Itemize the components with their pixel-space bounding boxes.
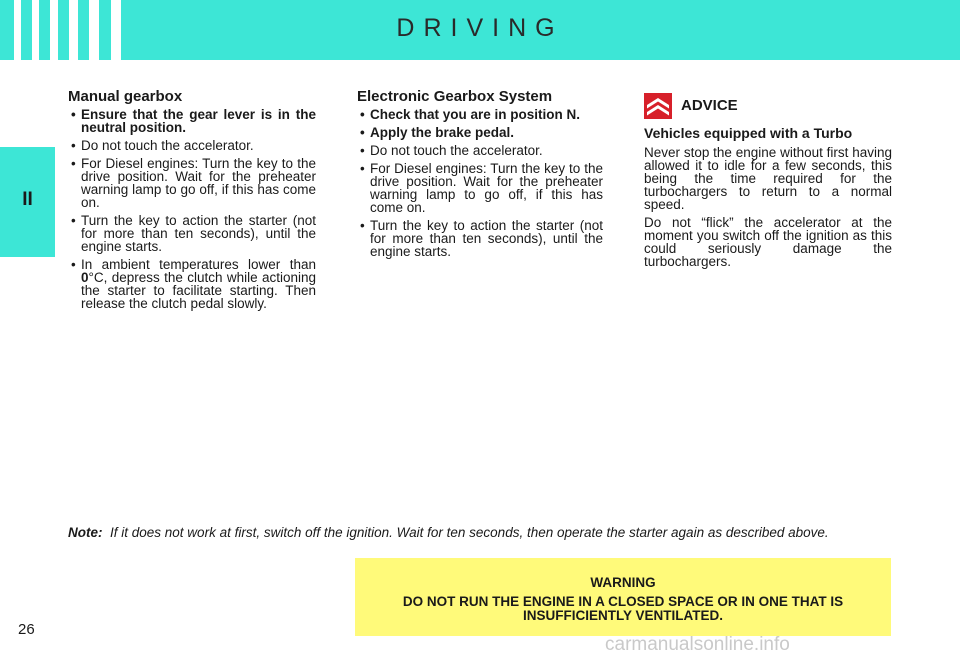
advice-section — [644, 93, 892, 273]
header-stripe — [50, 0, 58, 60]
advice-header — [644, 93, 892, 119]
warning-text: DO NOT RUN THE ENGINE IN A CLOSED SPACE OR IN ONE THAT IS INSUFFICIENTLY VENTILATED. — [402, 594, 844, 623]
electronic-gearbox-section — [357, 89, 603, 263]
cold-start-prefix: In ambient temperatures lower than — [81, 257, 316, 272]
warning-box — [355, 558, 891, 636]
advice-subtitle: Vehicles equipped with a Turbo — [644, 125, 853, 141]
header-stripe — [111, 0, 121, 60]
page-title: DRIVING — [396, 14, 564, 42]
electronic-gearbox-heading: Electronic Gearbox System — [357, 88, 553, 105]
cold-start-suffix: °C, depress the clutch while actioning the starter to facilitate starting. Then release the clutch pedal slowly. — [81, 270, 316, 311]
advice-paragraph: Do not “flick” the accelerator at the moment you switch off the ignition as this could seriously damage the turbochargers. — [644, 215, 892, 269]
note-body: If it does not work at first, switch off the ignition. Wait for ten seconds, then operate the starter again as described above. — [110, 525, 829, 540]
electronic-gearbox-list — [357, 108, 603, 258]
list-item: • For Diesel engines: Turn the key to the drive position. Wait for the preheater warning lamp to go off, if this has come on. — [68, 157, 316, 209]
note-text — [68, 526, 892, 540]
watermark: carmanualsonline.info — [605, 634, 790, 655]
page-number: 26 — [18, 621, 35, 638]
header-stripe — [32, 0, 39, 60]
list-item: • Apply the brake pedal. — [357, 126, 603, 139]
list-item: • Turn the key to action the starter (not for more than ten seconds), until the engine starts. — [357, 219, 603, 258]
list-item: • For Diesel engines: Turn the key to the drive position. Wait for the preheater warning lamp to go off, if this has come on. — [357, 162, 603, 214]
header-stripe — [69, 0, 78, 60]
header-stripe — [14, 0, 21, 60]
list-item: • Turn the key to action the starter (not for more than ten seconds), until the engine starts. — [68, 214, 316, 253]
warning-title: WARNING — [590, 575, 656, 590]
section-tab-label: II — [22, 189, 33, 210]
note-label: Note: — [68, 525, 103, 540]
section-tab — [0, 147, 55, 257]
list-item: • Ensure that the gear lever is in the neutral position. — [68, 108, 316, 134]
advice-paragraph: Never stop the engine without first having allowed it to idle for a few seconds, this being the time required for the turbochargers to return to a normal speed. — [644, 145, 892, 212]
citroen-double-chevron-icon — [644, 93, 672, 119]
manual-gearbox-list — [68, 108, 316, 310]
cold-start-temperature: 0 — [81, 270, 89, 285]
list-item — [68, 258, 316, 310]
list-item: • Do not touch the accelerator. — [68, 139, 316, 152]
advice-title: ADVICE — [681, 97, 738, 114]
list-item: • Do not touch the accelerator. — [357, 144, 603, 157]
list-item: • Check that you are in position N. — [357, 108, 603, 121]
manual-gearbox-section — [68, 89, 316, 315]
header-band — [0, 0, 960, 60]
manual-gearbox-heading: Manual gearbox — [68, 88, 183, 105]
header-stripe — [89, 0, 99, 60]
